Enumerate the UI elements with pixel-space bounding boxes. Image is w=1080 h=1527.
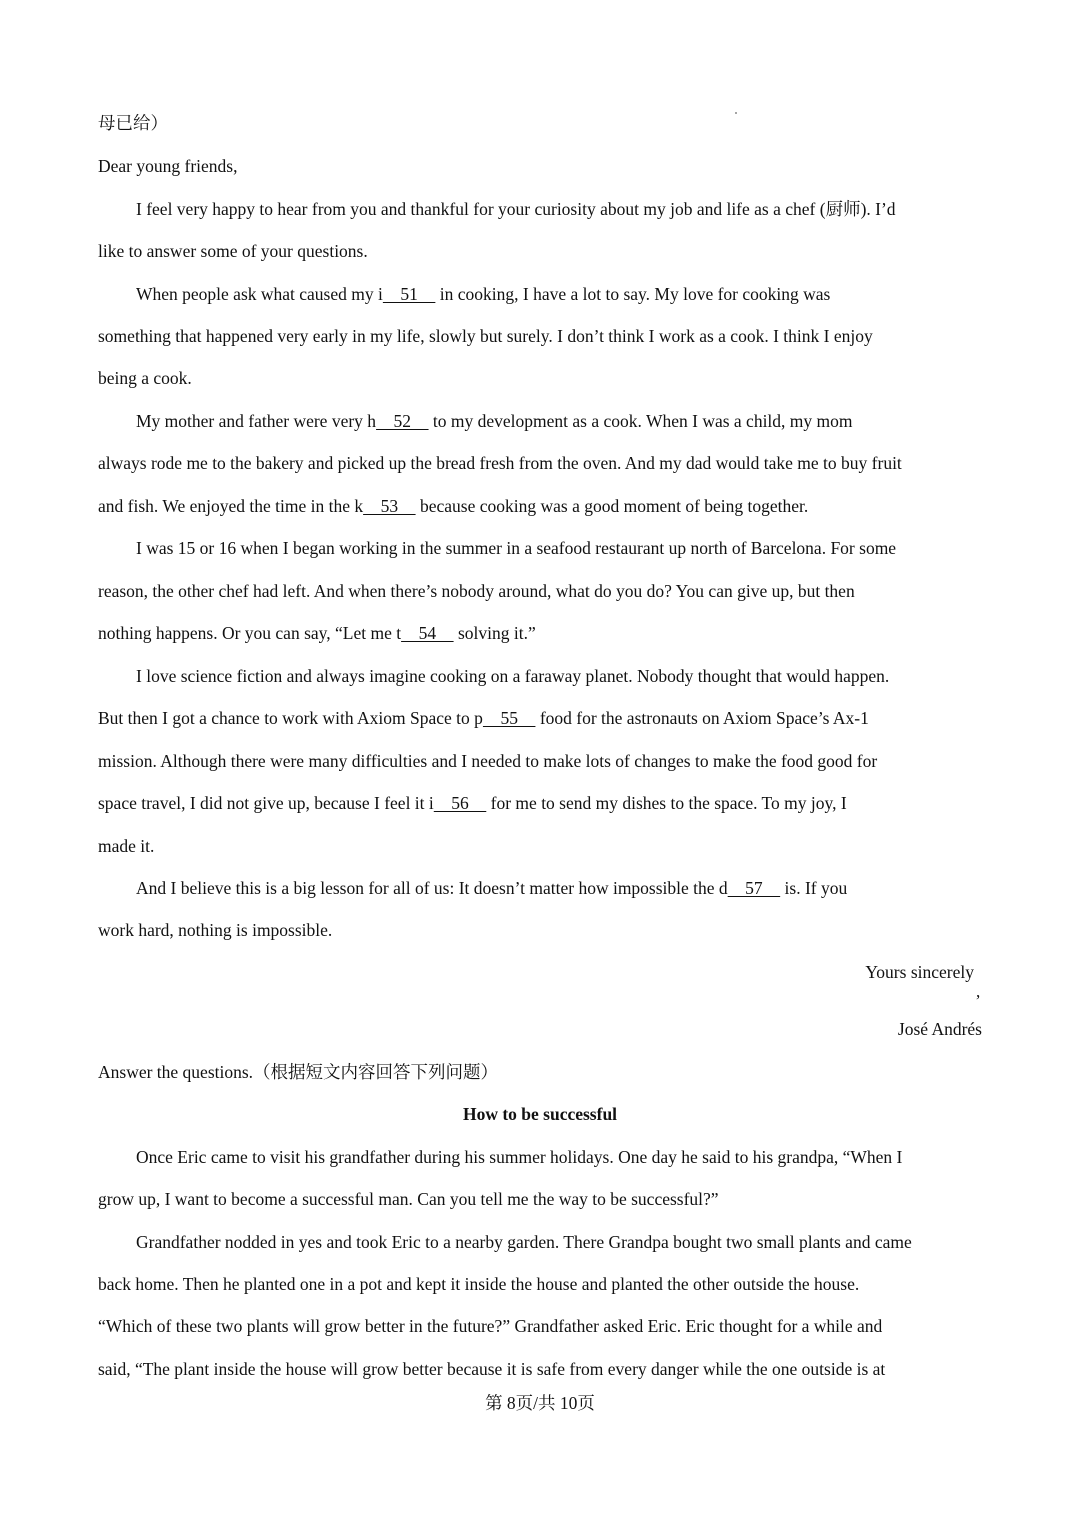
- blank-55[interactable]: 55: [482, 708, 536, 728]
- letter-p4-line: I was 15 or 16 when I began working in the summer in a seafood restaurant up north of Barcelona. For some: [136, 538, 897, 558]
- text-segment: solving it.”: [453, 623, 536, 643]
- section-instruction: Answer the questions.（根据短文内容回答下列问题）: [98, 1062, 499, 1082]
- text-segment: because cooking was a good moment of being together.: [415, 496, 809, 516]
- letter-p6-line: work hard, nothing is impossible.: [98, 920, 333, 940]
- passage-line: Once Eric came to visit his grandfather during his summer holidays. One day he said to his grandpa, “When I: [136, 1147, 903, 1167]
- letter-p2-line: [136, 283, 982, 305]
- letter-p6-line: [136, 877, 982, 899]
- blank-51[interactable]: 51: [382, 284, 436, 304]
- page-footer: 第 8页/共 10页: [485, 1393, 595, 1413]
- letter-p3-line: always rode me to the bakery and picked up the bread fresh from the oven. And my dad would take me to buy fruit: [98, 453, 902, 473]
- text-segment: and fish. We enjoyed the time in the k: [98, 496, 364, 516]
- letter-p5-line: [98, 792, 982, 814]
- letter-p2-line: being a cook.: [98, 368, 192, 388]
- text-segment: is. If you: [780, 878, 848, 898]
- blank-57[interactable]: 57: [727, 878, 781, 898]
- letter-p5-line: made it.: [98, 836, 155, 856]
- letter-p5-line: I love science fiction and always imagine cooking on a faraway planet. Nobody thought that would happen.: [136, 666, 890, 686]
- text-segment: But then I got a chance to work with Axiom Space to p: [98, 708, 483, 728]
- blank-53[interactable]: 53: [363, 496, 416, 516]
- text-segment: nothing happens. Or you can say, “Let me t: [98, 623, 402, 643]
- blank-54[interactable]: 54: [401, 623, 454, 643]
- passage-title: How to be successful: [462, 1104, 618, 1124]
- blank-52[interactable]: 52: [376, 411, 429, 431]
- letter-p4-line: reason, the other chef had left. And when there’s nobody around, what do you do? You can give up, but then: [98, 581, 855, 601]
- header-fragment: 母已给）: [98, 113, 168, 133]
- passage-line: Grandfather nodded in yes and took Eric to a nearby garden. There Grandpa bought two small plants and came: [136, 1232, 912, 1252]
- letter-greeting: Dear young friends,: [98, 156, 238, 176]
- letter-p1-line: like to answer some of your questions.: [98, 241, 368, 261]
- text-segment: to my development as a cook. When I was a child, my mom: [428, 411, 853, 431]
- letter-p3-line: [98, 495, 982, 517]
- passage-line: grow up, I want to become a successful man. Can you tell me the way to be successful?”: [98, 1189, 719, 1209]
- text-segment: food for the astronauts on Axiom Space’s Ax-1: [535, 708, 869, 728]
- letter-p5-line: mission. Although there were many difficulties and I needed to make lots of changes to make the food good for: [98, 751, 878, 771]
- text-segment: My mother and father were very h: [136, 411, 377, 431]
- blank-56[interactable]: 56: [433, 793, 487, 813]
- letter-p1-line: I feel very happy to hear from you and thankful for your curiosity about my job and life as a chef (厨师). I’d: [136, 199, 896, 219]
- text-segment: space travel, I did not give up, because I feel it i: [98, 793, 434, 813]
- text-segment: for me to send my dishes to the space. To my joy, I: [486, 793, 847, 813]
- text-segment: When people ask what caused my i: [136, 284, 383, 304]
- text-segment: And I believe this is a big lesson for all of us: It doesn’t matter how impossible the d: [136, 878, 728, 898]
- passage-line: said, “The plant inside the house will grow better because it is safe from every danger while the one outside is at: [98, 1359, 886, 1379]
- letter-p3-line: [136, 410, 982, 432]
- passage-line: “Which of these two plants will grow better in the future?” Grandfather asked Eric. Eric thought for a while and: [98, 1316, 883, 1336]
- letter-closing: Yours sincerely: [865, 962, 974, 982]
- letter-p2-line: something that happened very early in my life, slowly but surely. I don’t think I work as a cook. I think I enjoy: [98, 326, 873, 346]
- letter-signature: José Andrés: [897, 1019, 982, 1039]
- letter-closing-comma: ,: [976, 982, 981, 1001]
- text-segment: in cooking, I have a lot to say. My love for cooking was: [435, 284, 831, 304]
- letter-p4-line: [98, 622, 982, 644]
- passage-line: back home. Then he planted one in a pot and kept it inside the house and planted the other outside the house.: [98, 1274, 860, 1294]
- letter-p5-line: [98, 707, 982, 729]
